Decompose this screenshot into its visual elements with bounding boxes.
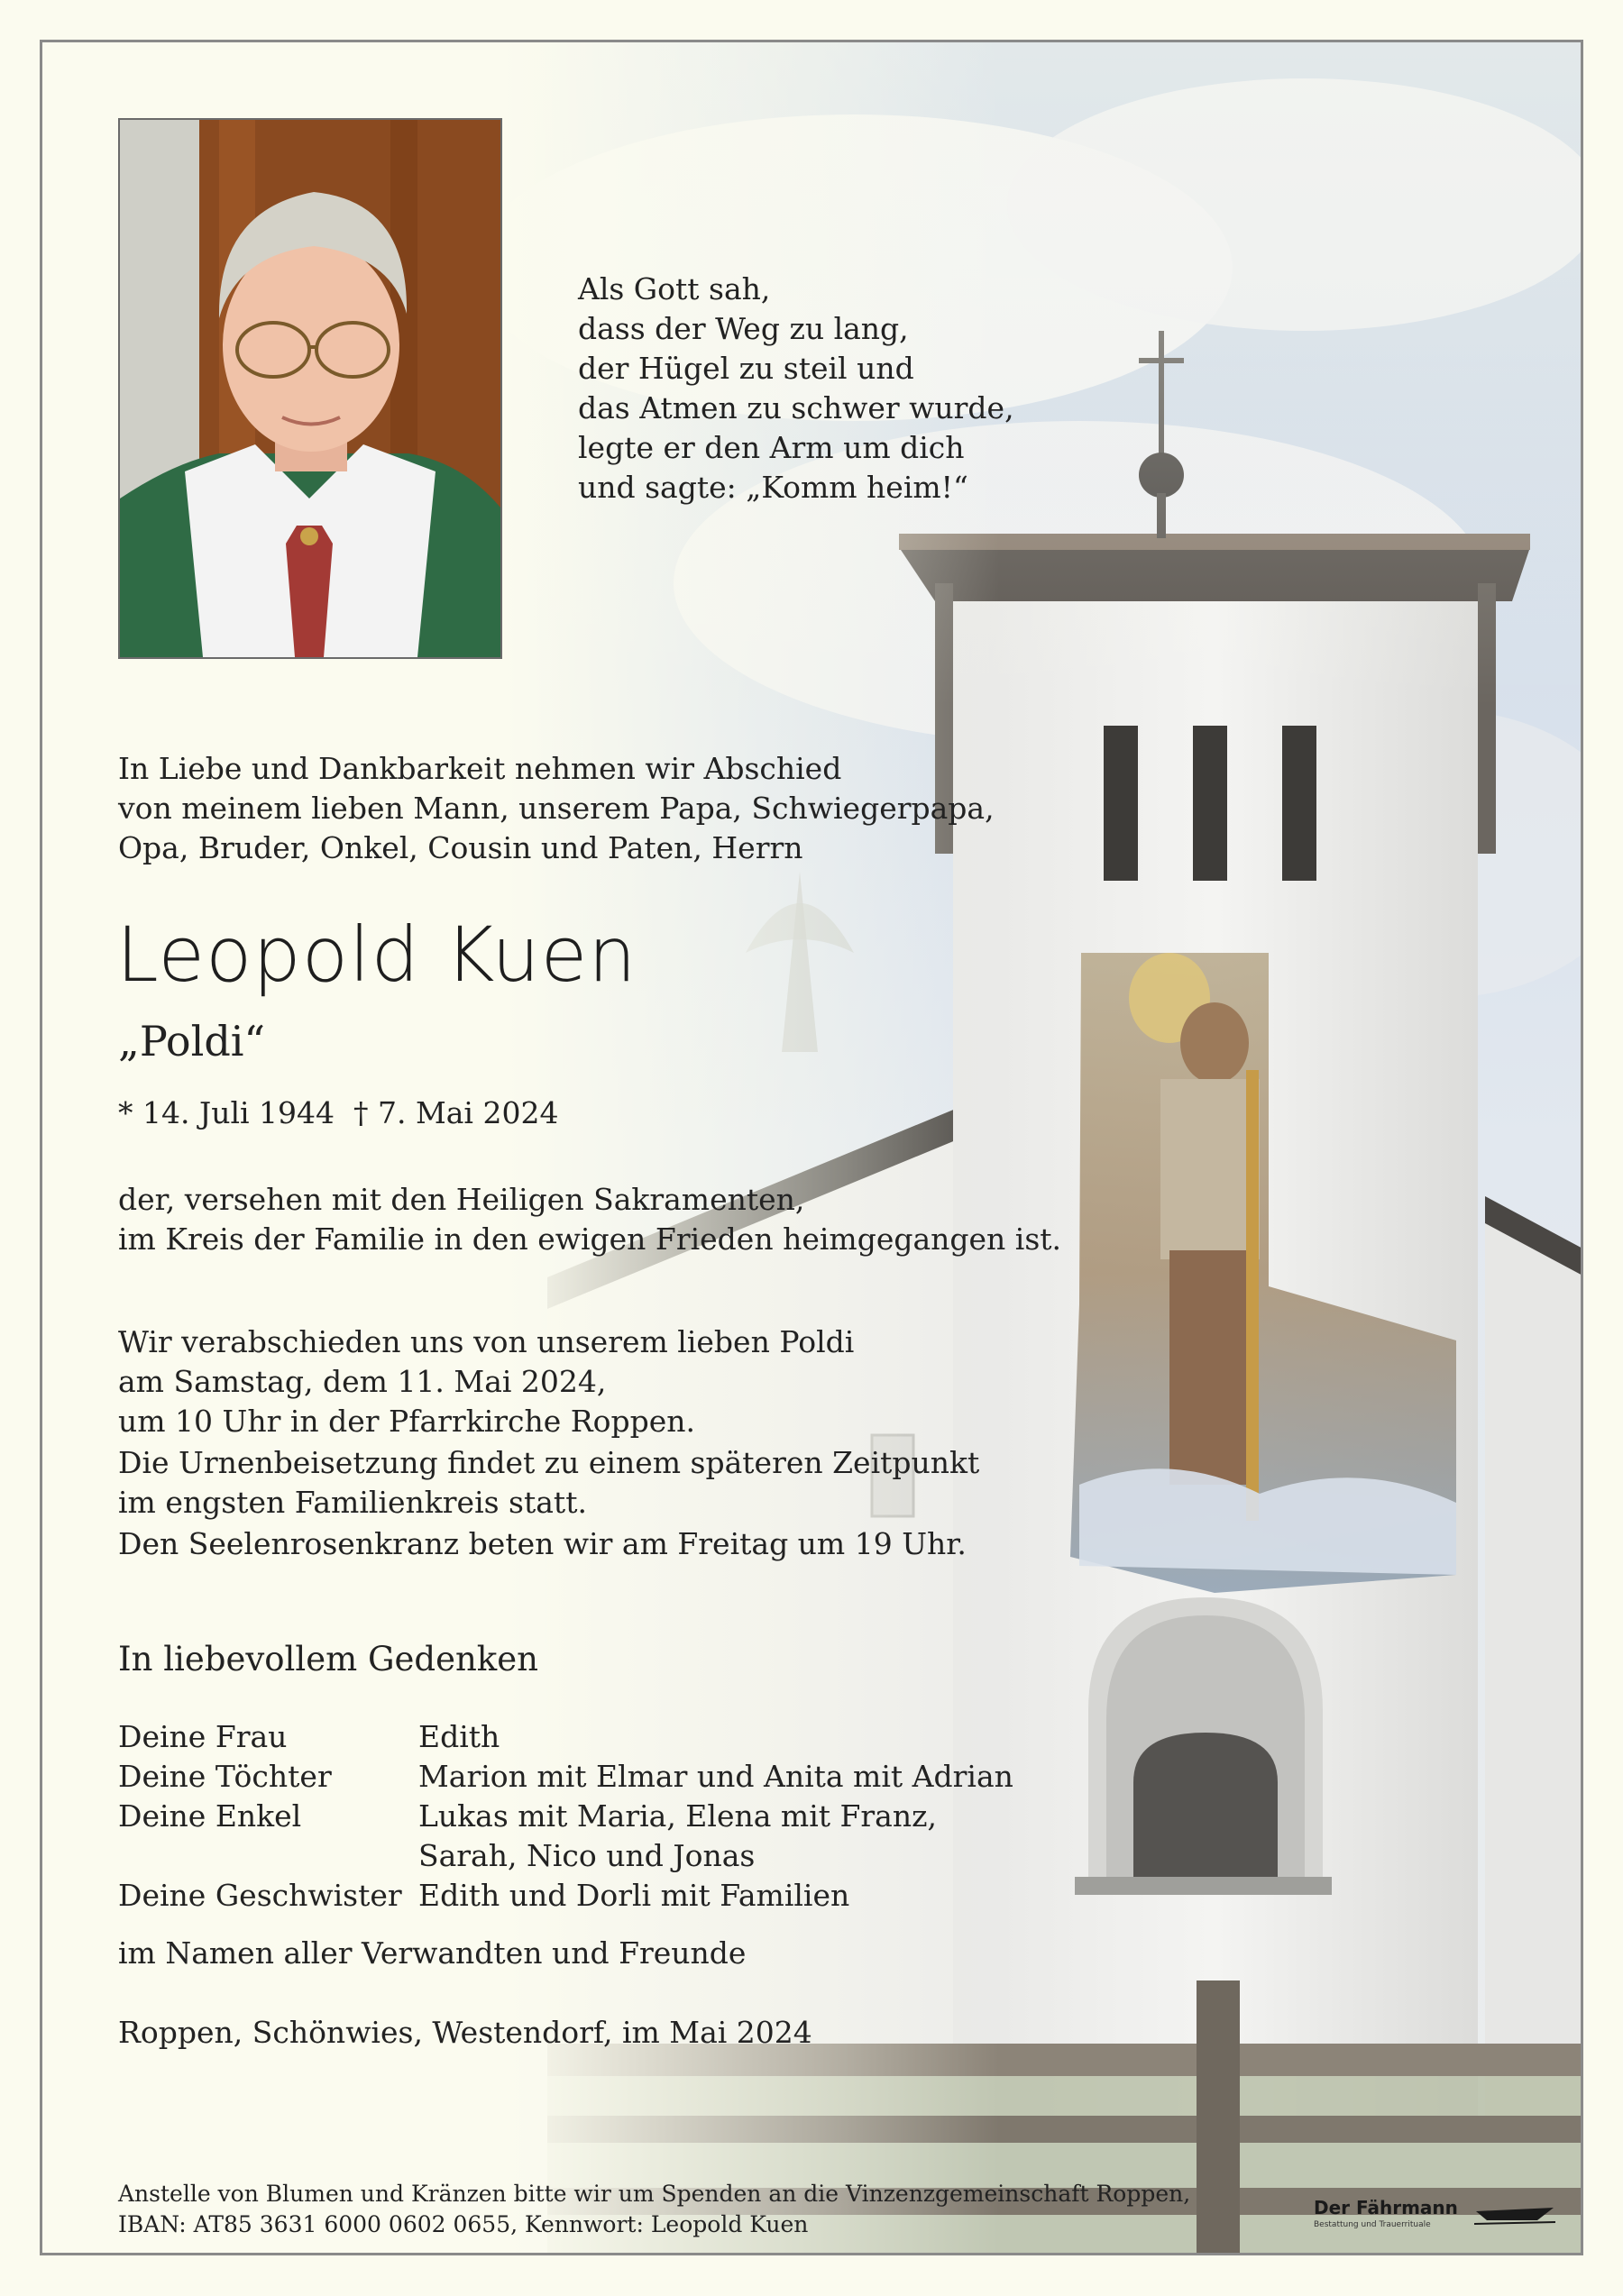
- service-line: Den Seelenrosenkranz beten wir am Freitag um 19 Uhr.: [118, 1526, 967, 1561]
- poem-line: und sagte: „Komm heim!“: [578, 470, 968, 505]
- poem-line: dass der Weg zu lang,: [578, 311, 909, 346]
- logo-name: Der Fährmann: [1314, 2197, 1458, 2218]
- life-dates: * 14. Juli 1944 † 7. Mai 2024: [118, 1095, 559, 1130]
- funeral-home-logo: [1314, 2197, 1557, 2242]
- mourner-names: Lukas mit Maria, Elena mit Franz,: [418, 1798, 937, 1834]
- intro-line: von meinem lieben Mann, unserem Papa, Schwiegerpapa,: [118, 791, 995, 826]
- mourner-names: Edith und Dorli mit Familien: [418, 1878, 850, 1913]
- donation-line: IBAN: AT85 3631 6000 0602 0655, Kennwort: Leopold Kuen: [118, 2211, 809, 2237]
- sacraments-text: [118, 1180, 1061, 1259]
- mourner-relation: Deine Frau: [118, 1719, 288, 1754]
- sacraments-line: im Kreis der Familie in den ewigen Frieden heimgegangen ist.: [118, 1221, 1062, 1257]
- mourner-relation: Deine Enkel: [118, 1798, 302, 1834]
- poem: [578, 270, 1014, 508]
- portrait-photo: [118, 118, 502, 659]
- intro-text: [118, 749, 995, 868]
- service-info: [118, 1322, 979, 1564]
- donation-note: [118, 2179, 1190, 2240]
- donation-line: Anstelle von Blumen und Kränzen bitte wir um Spenden an die Vinzenzgemeinschaft Roppen,: [118, 2181, 1191, 2207]
- boat-icon: [1474, 2200, 1555, 2227]
- service-line: Wir verabschieden uns von unserem lieben Poldi: [118, 1324, 855, 1359]
- portrait-image: [120, 120, 500, 657]
- poem-line: das Atmen zu schwer wurde,: [578, 390, 1014, 425]
- poem-line: Als Gott sah,: [578, 271, 771, 306]
- mourner-relation: Deine Töchter: [118, 1759, 332, 1794]
- service-line: um 10 Uhr in der Pfarrkirche Roppen.: [118, 1404, 696, 1439]
- mourner-names: Sarah, Nico und Jonas: [418, 1838, 756, 1873]
- service-line: Die Urnenbeisetzung findet zu einem späteren Zeitpunkt: [118, 1445, 980, 1480]
- mourner-names: Marion mit Elmar und Anita mit Adrian: [418, 1759, 1013, 1794]
- mourner-relation: Deine Geschwister: [118, 1878, 402, 1913]
- deceased-nickname: „Poldi“: [118, 1017, 265, 1066]
- mourners-closing: im Namen aller Verwandten und Freunde: [118, 1935, 747, 1971]
- obituary-card: [40, 40, 1583, 2255]
- poem-line: legte er den Arm um dich: [578, 430, 965, 465]
- service-line: am Samstag, dem 11. Mai 2024,: [118, 1364, 607, 1399]
- mourner-names: Edith: [418, 1719, 500, 1754]
- poem-line: der Hügel zu steil und: [578, 351, 914, 386]
- place-date: Roppen, Schönwies, Westendorf, im Mai 2024: [118, 2015, 812, 2050]
- intro-line: Opa, Bruder, Onkel, Cousin und Paten, Herrn: [118, 830, 803, 865]
- deceased-name: Leopold Kuen: [116, 910, 637, 999]
- sacraments-line: der, versehen mit den Heiligen Sakramenten,: [118, 1182, 805, 1217]
- intro-line: In Liebe und Dankbarkeit nehmen wir Abschied: [118, 751, 842, 786]
- logo-subtitle: Bestattung und Trauerrituale: [1314, 2220, 1431, 2229]
- mourners-heading: In liebevollem Gedenken: [118, 1640, 538, 1679]
- service-line: im engsten Familienkreis statt.: [118, 1485, 587, 1520]
